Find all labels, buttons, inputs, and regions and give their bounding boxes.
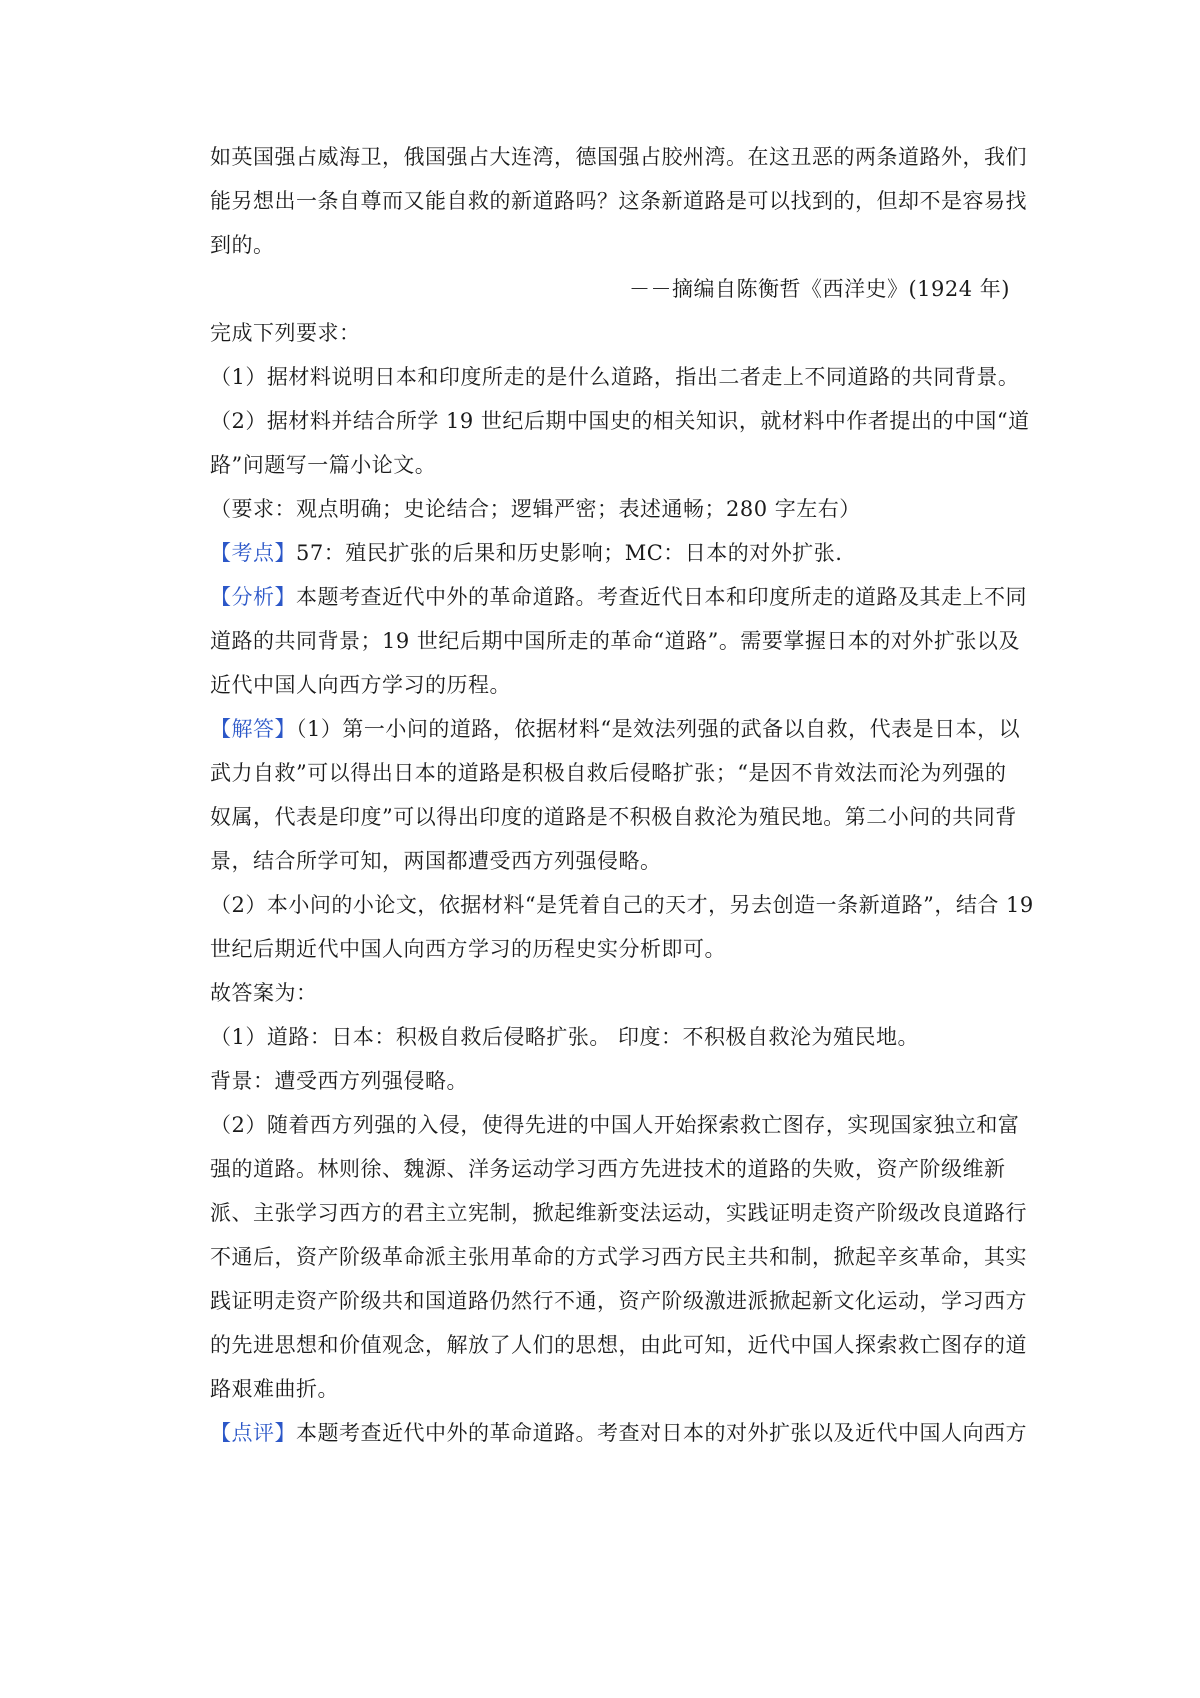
answer-1: （1）道路：日本：积极自救后侵略扩张。 印度：不积极自救沦为殖民地。 (210, 1025, 920, 1049)
jieda-line-6: 世纪后期近代中国人向西方学习的历程史实分析即可。 (210, 937, 726, 961)
dianping-line (210, 1418, 1030, 1448)
dianping-tag: 【点评】 (210, 1421, 296, 1445)
answer-2-line-7: 路艰难曲折。 (210, 1377, 339, 1401)
kaodian-line (210, 538, 1030, 568)
fenxi-text-1: 本题考查近代中外的革命道路。考查近代日本和印度所走的道路及其走上不同 (296, 585, 1027, 609)
jieda-line-5: （2）本小问的小论文，依据材料“是凭着自己的天才，另去创造一条新道路”，结合 19 (210, 893, 1034, 917)
material-line-1: 如英国强占威海卫，俄国强占大连湾，德国强占胶州湾。在这丑恶的两条道路外，我们 (210, 145, 1027, 169)
fenxi-line-2: 道路的共同背景；19 世纪后期中国所走的革命“道路”。需要掌握日本的对外扩张以及 (210, 629, 1020, 653)
material-source: －－摘编自陈衡哲《西洋史》(1924 年) (628, 277, 1010, 301)
fenxi-tag: 【分析】 (210, 585, 296, 609)
kaodian-text: 57：殖民扩张的后果和历史影响；MC：日本的对外扩张. (296, 541, 843, 565)
kaodian-tag: 【考点】 (210, 541, 296, 565)
jieda-text-1: （1）第一小问的道路，依据材料“是效法列强的武备以自救，代表是日本，以 (296, 717, 1021, 741)
answer-2-line-1: （2）随着西方列强的入侵，使得先进的中国人开始探索救亡图存，实现国家独立和富 (210, 1113, 1020, 1137)
dianping-text: 本题考查近代中外的革命道路。考查对日本的对外扩张以及近代中国人向西方 (296, 1421, 1027, 1445)
answer-2-line-6: 的先进思想和价值观念，解放了人们的思想，由此可知，近代中国人探索救亡图存的道 (210, 1333, 1027, 1357)
answer-2-line-2: 强的道路。林则徐、魏源、洋务运动学习西方先进技术的道路的失败，资产阶级维新 (210, 1157, 1006, 1181)
material-line-2: 能另想出一条自尊而又能自救的新道路吗？这条新道路是可以找到的，但却不是容易找 (210, 189, 1027, 213)
jieda-line-3: 奴属，代表是印度”可以得出印度的道路是不积极自救沦为殖民地。第二小问的共同背 (210, 805, 1017, 829)
jieda-line-4: 景，结合所学可知，两国都遭受西方列强侵略。 (210, 849, 662, 873)
question-1: （1）据材料说明日本和印度所走的是什么道路，指出二者走上不同道路的共同背景。 (210, 365, 1020, 389)
answer-2-line-4: 不通后，资产阶级革命派主张用革命的方式学习西方民主共和制，掀起辛亥革命，其实 (210, 1245, 1027, 1269)
jieda-tag: 【解答】 (210, 717, 296, 741)
question-intro: 完成下列要求： (210, 321, 361, 345)
jieda-line-1 (210, 714, 1030, 744)
fenxi-line-1 (210, 582, 1030, 612)
jieda-line-2: 武力自救”可以得出日本的道路是积极自救后侵略扩张；“是因不肯效法而沦为列强的 (210, 761, 1007, 785)
answer-background: 背景：遭受西方列强侵略。 (210, 1069, 468, 1093)
answer-intro: 故答案为： (210, 981, 318, 1005)
material-line-3: 到的。 (210, 233, 275, 257)
question-2-line-1: （2）据材料并结合所学 19 世纪后期中国史的相关知识，就材料中作者提出的中国“道 (210, 409, 1030, 433)
answer-2-line-3: 派、主张学习西方的君主立宪制，掀起维新变法运动，实践证明走资产阶级改良道路行 (210, 1201, 1027, 1225)
question-2-line-2: 路”问题写一篇小论文。 (210, 453, 437, 477)
answer-2-line-5: 践证明走资产阶级共和国道路仍然行不通，资产阶级激进派掀起新文化运动，学习西方 (210, 1289, 1027, 1313)
fenxi-line-3: 近代中国人向西方学习的历程。 (210, 673, 511, 697)
question-requirement: （要求：观点明确；史论结合；逻辑严密；表述通畅；280 字左右） (210, 497, 861, 521)
